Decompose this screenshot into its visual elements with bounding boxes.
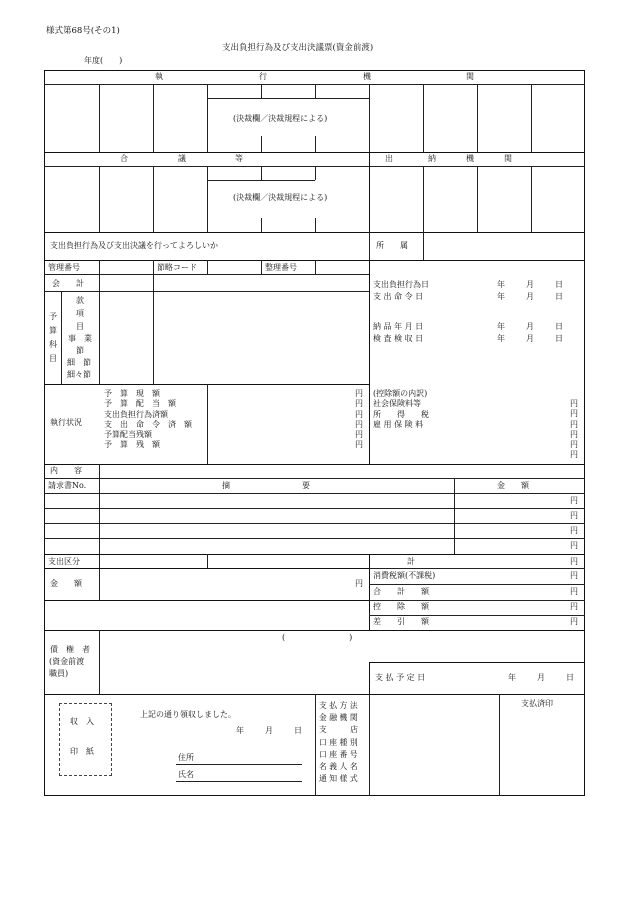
date-month-4: 月: [526, 334, 534, 343]
amount-col-label: 金 額: [497, 481, 529, 490]
name-label: 氏名: [178, 770, 194, 779]
exec-yen-4: 円: [355, 419, 363, 429]
date-day-4: 日: [555, 334, 563, 343]
deduct-yen: 円: [570, 602, 578, 611]
exec-header-3: 機: [363, 72, 371, 81]
payment-info-7: 通 知 様 式: [319, 774, 358, 784]
expense-class-label: 支出区分: [48, 557, 80, 566]
total-label: 計: [407, 557, 415, 566]
exec-header-1: 執: [155, 72, 163, 81]
form-number: 様式第68号(その1): [46, 26, 120, 36]
tax-label: 消費税額(不課税): [373, 571, 436, 580]
deduction-yen-1: 円: [570, 399, 578, 408]
deduction-yen-6: 円: [570, 450, 578, 460]
invoice-no-label: 請求書No.: [48, 481, 87, 490]
date-month-3: 月: [526, 322, 534, 331]
sum-yen: 円: [570, 587, 578, 596]
abbr-code-label: 節略コード: [157, 263, 197, 272]
payment-date-year: 年: [508, 673, 516, 682]
council-header-3: 等: [235, 154, 243, 163]
receipt-day: 日: [294, 726, 302, 735]
budget-item-kou: 項: [76, 309, 84, 318]
form-title: 支出負担行為及び支出決議票(資金前渡): [222, 43, 374, 53]
date-year-4: 年: [497, 334, 505, 343]
exec-yen-6: 円: [355, 440, 363, 450]
exec-status-label: 執行状況: [50, 418, 82, 427]
invoice-yen-4: 円: [570, 541, 578, 550]
treasury-header-3: 機: [466, 154, 474, 163]
exec-yen-2: 円: [355, 399, 363, 409]
affiliation-label: 所 属: [376, 241, 408, 250]
creditor-label-3: 職員): [49, 669, 69, 678]
creditor-label-1: 債 権 者: [50, 645, 90, 654]
address-label: 住所: [178, 753, 194, 762]
total-yen: 円: [570, 557, 578, 566]
receipt-year: 年: [236, 726, 244, 735]
budget-item-jigyou: 事 業: [68, 334, 92, 343]
creditor-label-2: (資金前渡: [49, 657, 85, 666]
content-label: 内 容: [50, 466, 82, 475]
exec-header-2: 行: [259, 72, 267, 81]
exec-status-item-1: 予 算 現 額: [104, 389, 160, 398]
deduct-label: 控 除 額: [373, 602, 429, 611]
exec-status-item-6: 予 算 残 額: [104, 440, 160, 450]
date-label-1: 支出負担行為日: [373, 280, 429, 289]
date-label-4: 検 査 検 収 日: [373, 334, 424, 343]
deduction-item-3: 雇 用 保 険 料: [373, 419, 424, 429]
budget-item-setsu: 節: [76, 346, 84, 355]
date-month-1: 月: [526, 280, 534, 289]
treasury-header-2: 納: [428, 154, 436, 163]
deduction-yen-5: 円: [570, 440, 578, 450]
exec-status-item-2: 予 算 配 当 額: [104, 399, 176, 409]
date-day-1: 日: [555, 280, 563, 289]
exec-status-item-5: 予算配当残額: [104, 430, 152, 440]
mgmt-no-label: 管理番号: [48, 263, 80, 272]
fiscal-year: 年度( ): [84, 56, 123, 65]
budget-char-2: 算: [49, 326, 57, 335]
payment-info-6: 名 義 人 名: [319, 761, 358, 771]
deduction-item-2: 所 得 税: [373, 409, 429, 419]
exec-yen-5: 円: [355, 430, 363, 440]
exec-approval-note: (決裁欄／決裁規程による): [233, 114, 328, 123]
sum-label: 合 計 額: [373, 587, 429, 596]
council-header-1: 合: [120, 154, 128, 163]
deduction-yen-4: 円: [570, 429, 578, 439]
deduction-item-1: 社会保険料等: [373, 399, 421, 409]
amount-yen: 円: [355, 579, 363, 588]
budget-item-kan: 款: [76, 296, 84, 305]
payment-date-day: 日: [566, 673, 574, 682]
treasury-header-4: 関: [504, 154, 512, 163]
ref-no-label: 整理番号: [265, 263, 297, 272]
exec-yen-1: 円: [355, 389, 363, 398]
date-day-2: 日: [555, 292, 563, 301]
budget-item-moku: 目: [76, 322, 84, 331]
date-year-1: 年: [497, 280, 505, 289]
payment-date-month: 月: [537, 673, 545, 682]
payment-date-label: 支 払 予 定 日: [375, 673, 426, 682]
tax-yen: 円: [570, 571, 578, 580]
date-day-3: 日: [555, 322, 563, 331]
creditor-paren: ( ): [282, 633, 353, 642]
invoice-yen-1: 円: [570, 496, 578, 505]
date-year-3: 年: [497, 322, 505, 331]
date-month-2: 月: [526, 292, 534, 301]
payment-info-2: 金 融 機 関: [319, 713, 358, 723]
date-year-2: 年: [497, 292, 505, 301]
budget-item-saisetsu: 細 節: [67, 358, 91, 367]
invoice-yen-3: 円: [570, 526, 578, 535]
exec-header-4: 関: [466, 72, 474, 81]
payment-info-1: 支 払 方 法: [319, 701, 358, 710]
request-text: 支出負担行為及び支出決議を行ってよろしいか: [50, 241, 218, 250]
account-label: 会 計: [52, 279, 84, 288]
net-yen: 円: [570, 617, 578, 626]
date-label-2: 支 出 命 令 日: [373, 292, 424, 301]
exec-status-item-3: 支出負担行為済額: [104, 409, 168, 419]
summary-label: 摘 要: [222, 481, 310, 490]
payment-info-5: 口 座 番 号: [319, 749, 358, 759]
paid-stamp-label: 支払済印: [521, 699, 553, 708]
council-header-2: 議: [178, 154, 186, 163]
budget-char-1: 予: [49, 312, 57, 321]
stamp-label-1: 収 入: [70, 717, 94, 726]
revenue-stamp-box: [59, 703, 112, 776]
exec-status-item-4: 支 出 命 令 済 額: [104, 419, 192, 429]
date-label-3: 納 品 年 月 日: [373, 322, 424, 331]
stamp-label-2: 印 紙: [70, 747, 94, 756]
budget-char-3: 科: [49, 340, 57, 349]
net-label: 差 引 額: [373, 617, 429, 626]
treasury-header-1: 出: [385, 154, 393, 163]
budget-item-saisaisetsu: 細々節: [67, 370, 91, 379]
payment-info-3: 支 店: [319, 725, 358, 735]
payment-info-4: 口 座 種 別: [319, 737, 358, 747]
deduction-yen-3: 円: [570, 419, 578, 429]
budget-char-4: 目: [49, 354, 57, 363]
invoice-yen-2: 円: [570, 511, 578, 520]
receipt-month: 月: [265, 726, 273, 735]
deduction-yen-2: 円: [570, 409, 578, 419]
council-approval-note: (決裁欄／決裁規程による): [233, 193, 328, 202]
receipt-text: 上記の通り領収しました。: [140, 710, 236, 719]
amount-label: 金 額: [50, 579, 82, 588]
exec-yen-3: 円: [355, 409, 363, 419]
deduction-title: (控除額の内訳): [373, 389, 428, 398]
